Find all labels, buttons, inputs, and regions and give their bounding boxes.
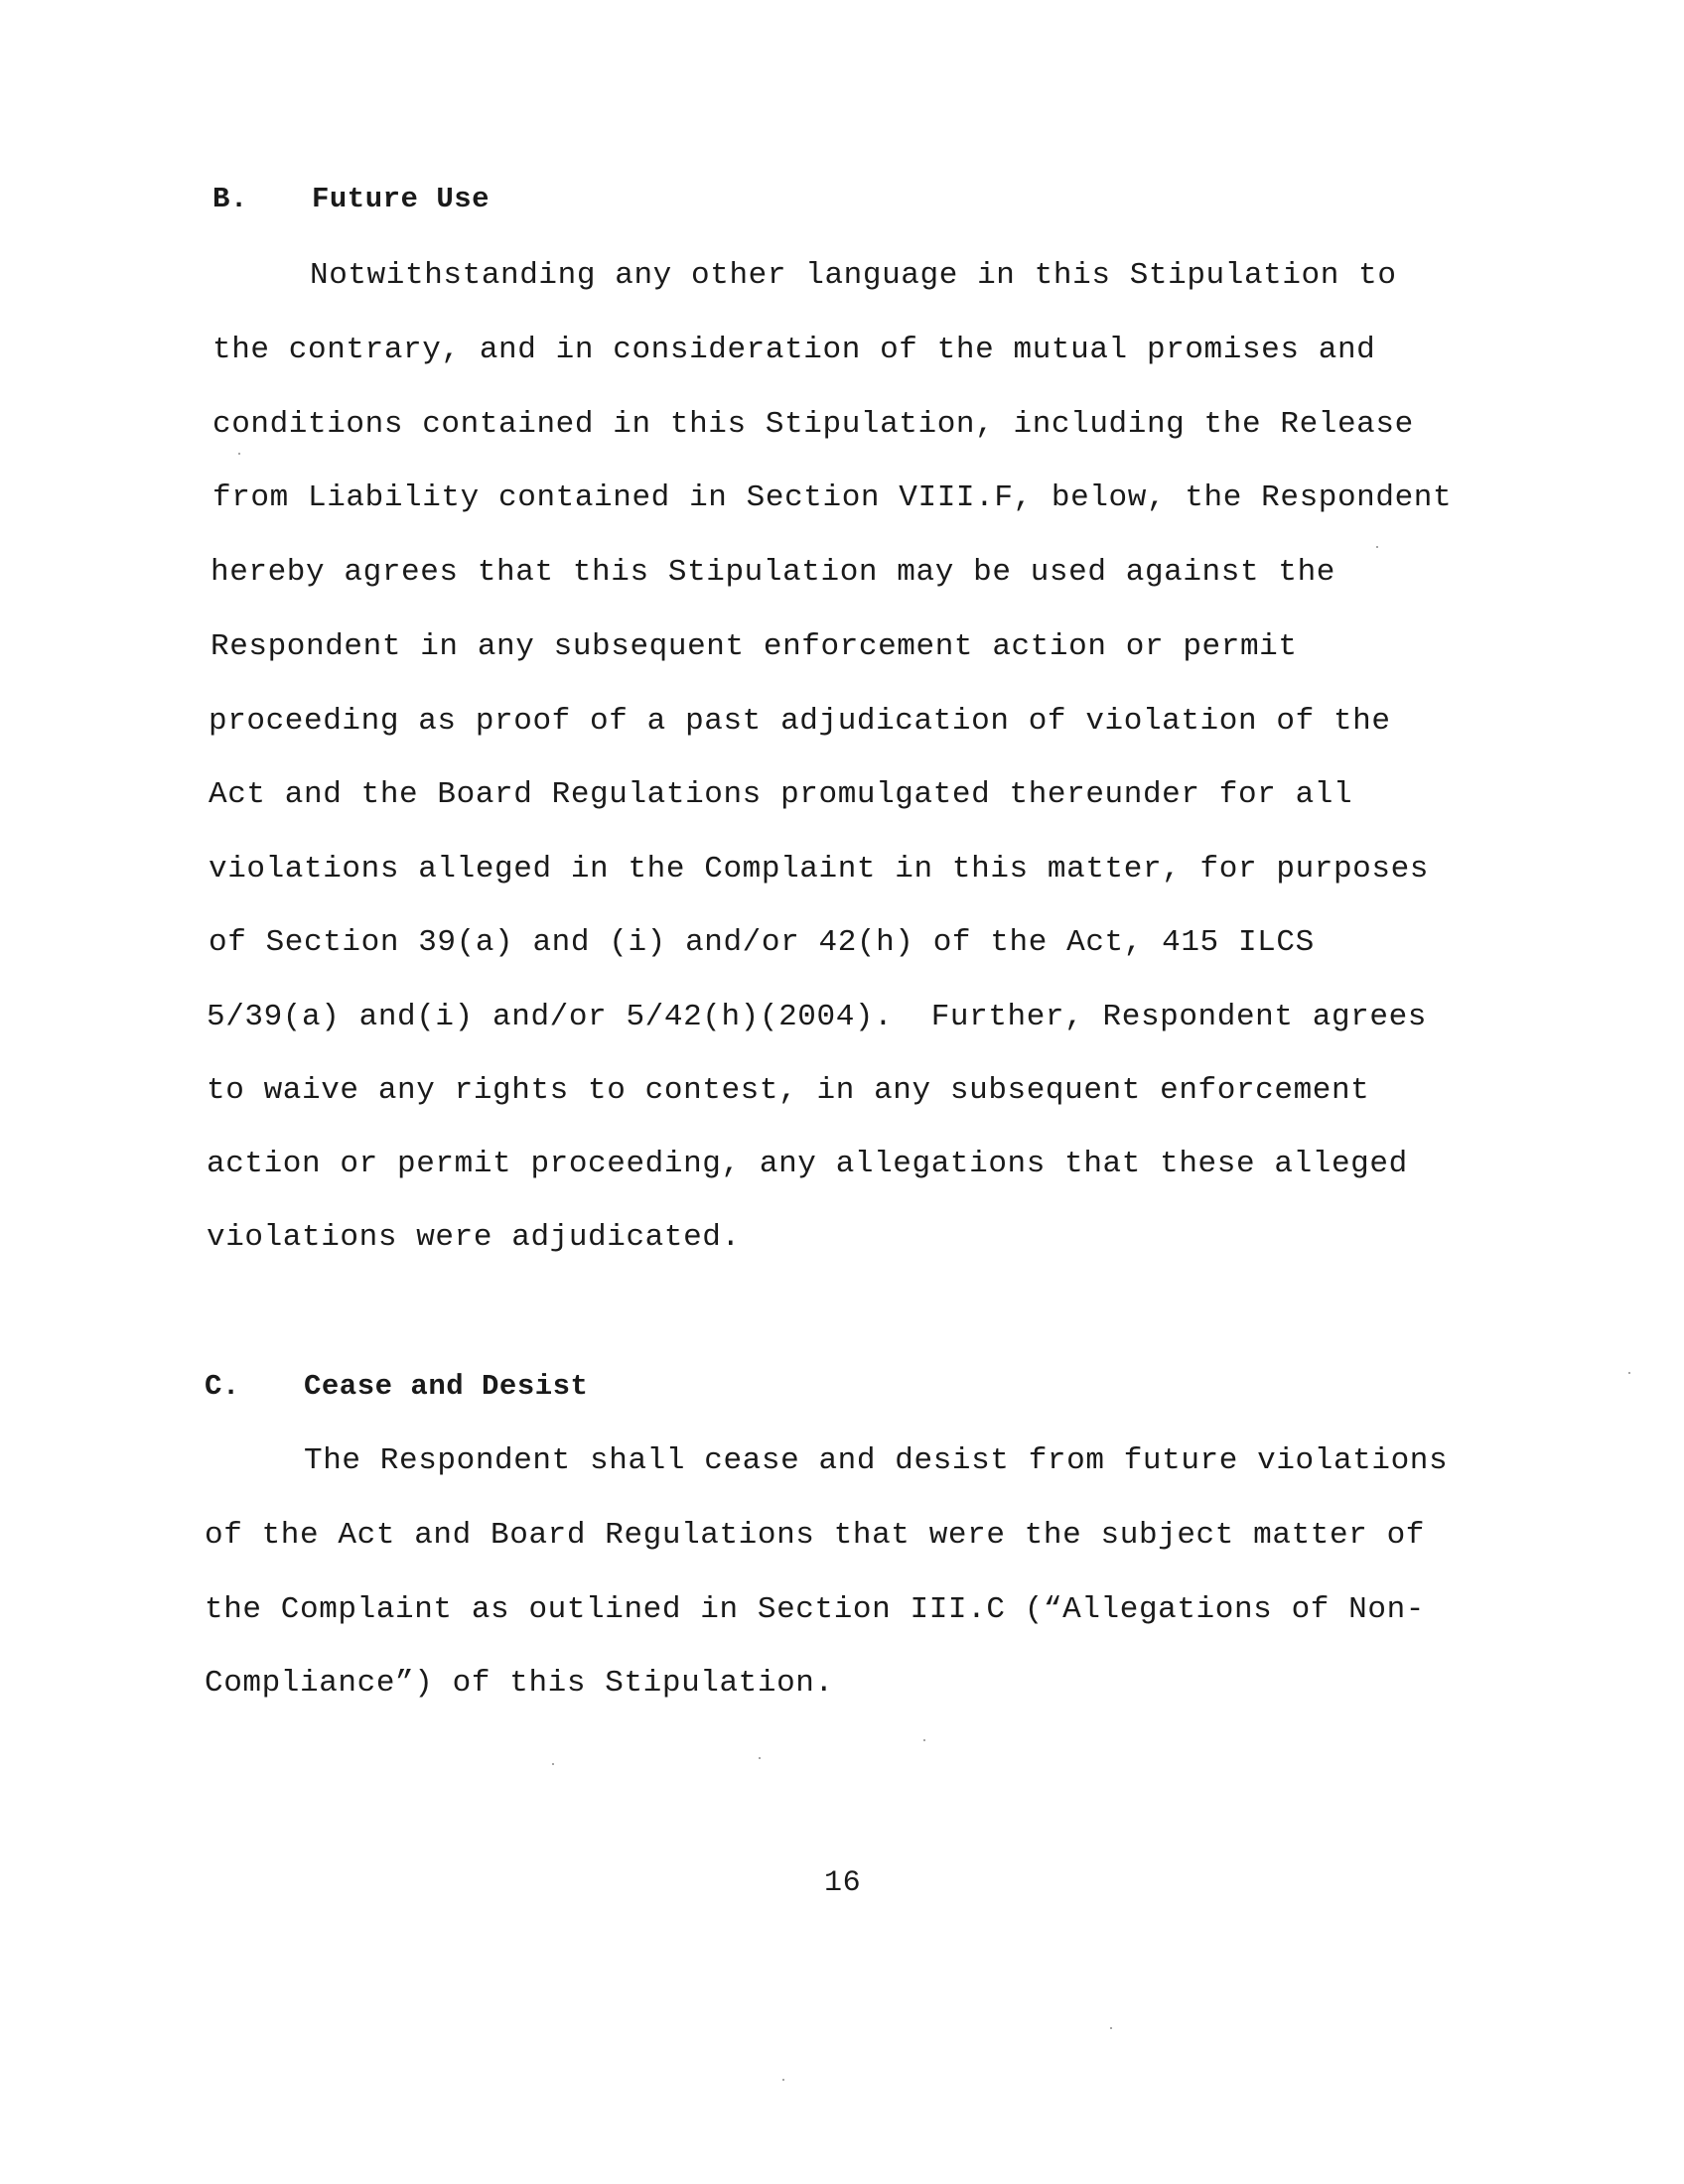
section-b-title: Future Use <box>312 183 491 215</box>
section-c-line: Compliance”) of this Stipulation. <box>205 1666 834 1701</box>
section-b-line: to waive any rights to contest, in any subsequent enforcement <box>207 1073 1370 1108</box>
section-b-line: conditions contained in this Stipulation, including the Release <box>212 407 1414 442</box>
scan-speck <box>552 1763 554 1765</box>
section-b-line: action or permit proceeding, any allegations that these alleged <box>207 1147 1408 1181</box>
scan-speck <box>1628 1372 1630 1374</box>
section-c-line: of the Act and Board Regulations that were the subject matter of <box>205 1518 1425 1553</box>
section-b-line: Act and the Board Regulations promulgated thereunder for all <box>209 777 1353 812</box>
scan-speck <box>1110 2027 1112 2029</box>
section-c-title: Cease and Desist <box>304 1370 589 1403</box>
section-b-line: violations were adjudicated. <box>207 1220 741 1255</box>
section-b-line: from Liability contained in Section VIII.F, below, the Respondent <box>212 480 1453 515</box>
section-c-letter: C. <box>205 1370 240 1403</box>
section-b-line: of Section 39(a) and (i) and/or 42(h) of the Act, 415 ILCS <box>209 925 1315 960</box>
section-b-line: violations alleged in the Complaint in this matter, for purposes <box>209 852 1429 887</box>
section-c-line: The Respondent shall cease and desist from future violations <box>304 1443 1449 1478</box>
scan-speck <box>782 2079 784 2081</box>
section-b-line: the contrary, and in consideration of the mutual promises and <box>212 333 1376 367</box>
scan-speck <box>1376 546 1378 548</box>
page-number: 16 <box>824 1866 862 1900</box>
section-b-heading <box>212 183 490 215</box>
section-b-line: Respondent in any subsequent enforcement action or permit <box>210 629 1298 664</box>
section-c-line: the Complaint as outlined in Section III.C (“Allegations of Non- <box>205 1592 1425 1627</box>
scan-speck <box>759 1757 761 1759</box>
scan-speck <box>923 1739 925 1741</box>
section-b-line: Notwithstanding any other language in this Stipulation to <box>310 258 1397 293</box>
section-b-line: proceeding as proof of a past adjudication of violation of the <box>209 704 1391 739</box>
section-b-letter: B. <box>212 183 248 215</box>
section-c-heading <box>205 1370 588 1403</box>
section-b-line: hereby agrees that this Stipulation may be used against the <box>210 555 1335 590</box>
section-b-line: 5/39(a) and(i) and/or 5/42(h)(2004). Further, Respondent agrees <box>207 1000 1427 1034</box>
scan-speck <box>238 453 240 455</box>
